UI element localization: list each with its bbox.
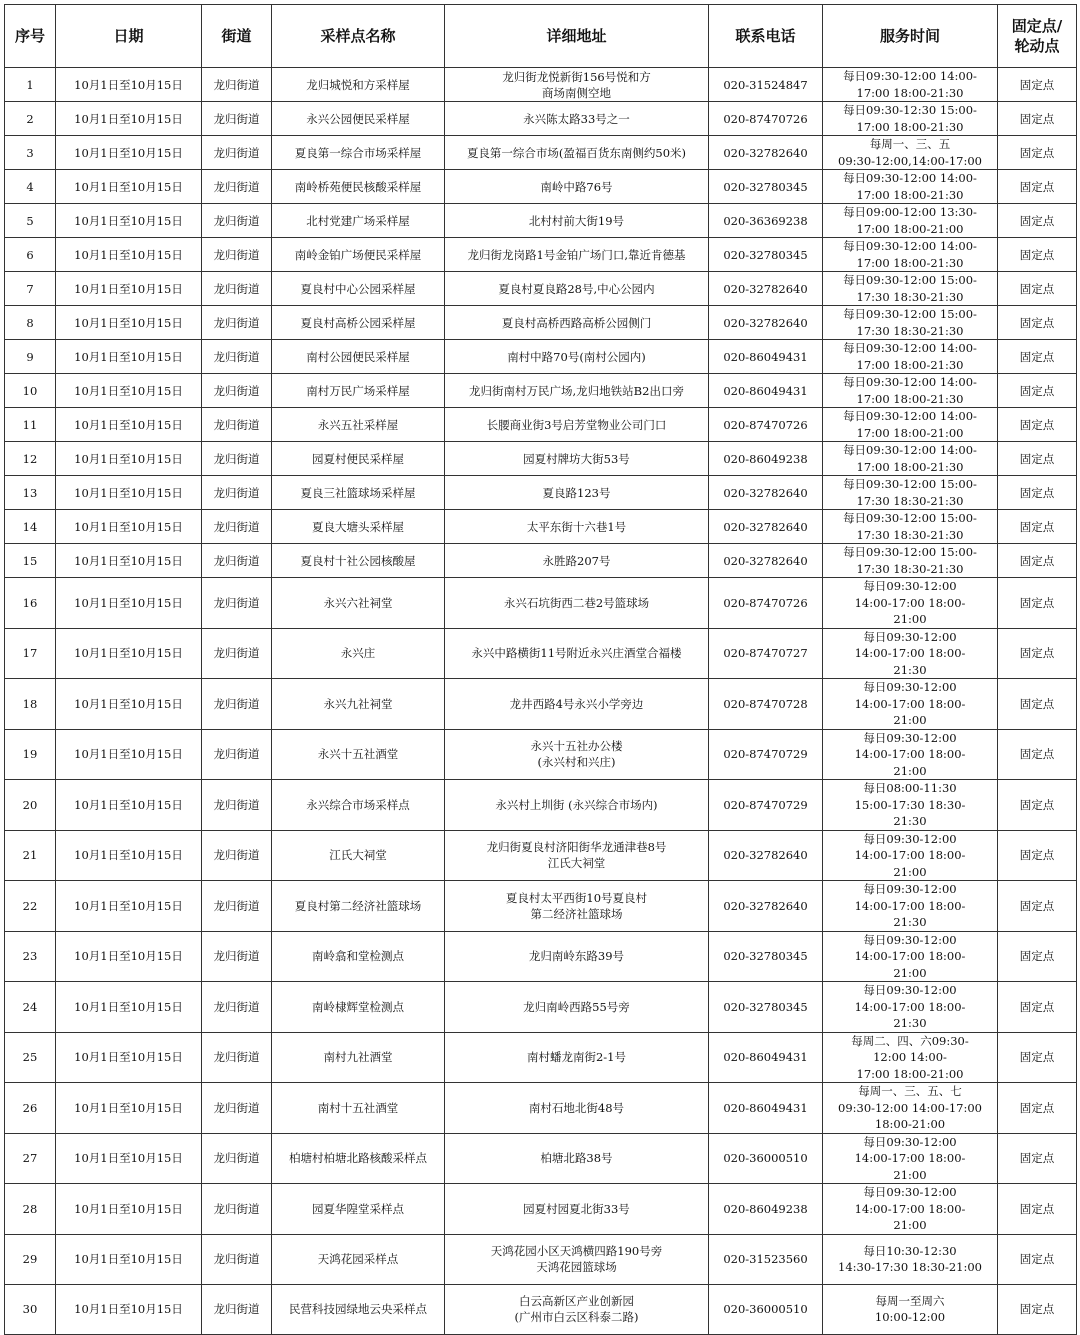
date-cell: 10月1日至10月15日 — [56, 408, 202, 442]
date-cell: 10月1日至10月15日 — [56, 881, 202, 932]
date-cell: 10月1日至10月15日 — [56, 238, 202, 272]
service-time-cell: 每日09:30-12:00 14:00-17:00 18:00- 21:30 — [823, 881, 998, 932]
address-cell: 柏塘北路38号 — [445, 1133, 709, 1184]
date-cell: 10月1日至10月15日 — [56, 102, 202, 136]
point-type-cell: 固定点 — [998, 408, 1077, 442]
date-cell: 10月1日至10月15日 — [56, 628, 202, 679]
address-cell: 北村村前大街19号 — [445, 204, 709, 238]
date-cell: 10月1日至10月15日 — [56, 679, 202, 730]
address-cell: 永兴十五社办公楼 (永兴村和兴庄) — [445, 729, 709, 780]
row-number: 10 — [5, 374, 56, 408]
header-service-time: 服务时间 — [823, 5, 998, 68]
point-type-cell: 固定点 — [998, 68, 1077, 102]
table-row — [5, 729, 1077, 780]
row-number: 11 — [5, 408, 56, 442]
row-number: 15 — [5, 544, 56, 578]
service-time-cell: 每日09:30-12:00 14:00-17:00 18:00- 21:00 — [823, 729, 998, 780]
date-cell: 10月1日至10月15日 — [56, 1284, 202, 1334]
street-cell: 龙归街道 — [202, 340, 272, 374]
street-cell: 龙归街道 — [202, 102, 272, 136]
point-type-cell: 固定点 — [998, 679, 1077, 730]
date-cell: 10月1日至10月15日 — [56, 1133, 202, 1184]
site-name-cell: 园夏华隍堂采样点 — [272, 1184, 445, 1235]
row-number: 17 — [5, 628, 56, 679]
table-row — [5, 1184, 1077, 1235]
point-type-cell: 固定点 — [998, 1234, 1077, 1284]
point-type-cell: 固定点 — [998, 510, 1077, 544]
point-type-cell: 固定点 — [998, 830, 1077, 881]
phone-cell: 020-86049431 — [709, 374, 823, 408]
table-row — [5, 170, 1077, 204]
table-container — [4, 4, 1077, 1335]
address-cell: 太平东街十六巷1号 — [445, 510, 709, 544]
phone-cell: 020-31524847 — [709, 68, 823, 102]
point-type-cell: 固定点 — [998, 238, 1077, 272]
row-number: 12 — [5, 442, 56, 476]
row-number: 14 — [5, 510, 56, 544]
street-cell: 龙归街道 — [202, 830, 272, 881]
service-time-cell: 每日09:30-12:00 14:00- 17:00 18:00-21:30 — [823, 442, 998, 476]
address-cell: 龙归街南村万民广场,龙归地铁站B2出口旁 — [445, 374, 709, 408]
point-type-cell: 固定点 — [998, 982, 1077, 1033]
table-row — [5, 510, 1077, 544]
table-row — [5, 408, 1077, 442]
date-cell: 10月1日至10月15日 — [56, 544, 202, 578]
point-type-cell: 固定点 — [998, 931, 1077, 982]
street-cell: 龙归街道 — [202, 306, 272, 340]
site-name-cell: 夏良村中心公园采样屋 — [272, 272, 445, 306]
point-type-cell: 固定点 — [998, 1133, 1077, 1184]
phone-cell: 020-32782640 — [709, 272, 823, 306]
table-row — [5, 102, 1077, 136]
site-name-cell: 江氏大祠堂 — [272, 830, 445, 881]
address-cell: 永胜路207号 — [445, 544, 709, 578]
table-row — [5, 204, 1077, 238]
service-time-cell: 每日09:00-12:00 13:30- 17:00 18:00-21:00 — [823, 204, 998, 238]
point-type-cell: 固定点 — [998, 1184, 1077, 1235]
street-cell: 龙归街道 — [202, 442, 272, 476]
row-number: 9 — [5, 340, 56, 374]
row-number: 7 — [5, 272, 56, 306]
point-type-cell: 固定点 — [998, 272, 1077, 306]
service-time-cell: 每日09:30-12:00 14:00-17:00 18:00- 21:00 — [823, 679, 998, 730]
row-number: 19 — [5, 729, 56, 780]
date-cell: 10月1日至10月15日 — [56, 136, 202, 170]
site-name-cell: 永兴综合市场采样点 — [272, 780, 445, 831]
table-row — [5, 628, 1077, 679]
service-time-cell: 每日09:30-12:00 14:00-17:00 18:00- 21:30 — [823, 628, 998, 679]
phone-cell: 020-36000510 — [709, 1284, 823, 1334]
header-no: 序号 — [5, 5, 56, 68]
street-cell: 龙归街道 — [202, 780, 272, 831]
service-time-cell: 每日09:30-12:00 14:00- 17:00 18:00-21:00 — [823, 408, 998, 442]
street-cell: 龙归街道 — [202, 544, 272, 578]
header-site-name: 采样点名称 — [272, 5, 445, 68]
row-number: 3 — [5, 136, 56, 170]
street-cell: 龙归街道 — [202, 238, 272, 272]
phone-cell: 020-32780345 — [709, 170, 823, 204]
address-cell: 园夏村牌坊大街53号 — [445, 442, 709, 476]
service-time-cell: 每日10:30-12:30 14:30-17:30 18:30-21:00 — [823, 1234, 998, 1284]
phone-cell: 020-87470726 — [709, 578, 823, 629]
point-type-cell: 固定点 — [998, 1284, 1077, 1334]
table-row — [5, 68, 1077, 102]
row-number: 13 — [5, 476, 56, 510]
phone-cell: 020-87470726 — [709, 102, 823, 136]
point-type-cell: 固定点 — [998, 729, 1077, 780]
row-number: 5 — [5, 204, 56, 238]
row-number: 16 — [5, 578, 56, 629]
site-name-cell: 夏良村高桥公园采样屋 — [272, 306, 445, 340]
table-row — [5, 1083, 1077, 1134]
phone-cell: 020-32782640 — [709, 830, 823, 881]
date-cell: 10月1日至10月15日 — [56, 578, 202, 629]
header-street: 街道 — [202, 5, 272, 68]
address-cell: 夏良路123号 — [445, 476, 709, 510]
address-cell: 夏良村太平西街10号夏良村 第二经济社篮球场 — [445, 881, 709, 932]
header-address: 详细地址 — [445, 5, 709, 68]
site-name-cell: 永兴庄 — [272, 628, 445, 679]
site-name-cell: 夏良三社篮球场采样屋 — [272, 476, 445, 510]
row-number: 2 — [5, 102, 56, 136]
site-name-cell: 南村十五社酒堂 — [272, 1083, 445, 1134]
address-cell: 永兴中路横街11号附近永兴庄酒堂合福楼 — [445, 628, 709, 679]
point-type-cell: 固定点 — [998, 204, 1077, 238]
street-cell: 龙归街道 — [202, 1234, 272, 1284]
date-cell: 10月1日至10月15日 — [56, 170, 202, 204]
header-phone: 联系电话 — [709, 5, 823, 68]
row-number: 6 — [5, 238, 56, 272]
site-name-cell: 永兴公园便民采样屋 — [272, 102, 445, 136]
phone-cell: 020-32782640 — [709, 544, 823, 578]
date-cell: 10月1日至10月15日 — [56, 442, 202, 476]
address-cell: 白云高新区产业创新园 (广州市白云区科泰二路) — [445, 1284, 709, 1334]
row-number: 25 — [5, 1032, 56, 1083]
phone-cell: 020-32782640 — [709, 136, 823, 170]
street-cell: 龙归街道 — [202, 881, 272, 932]
address-cell: 园夏村园夏北街33号 — [445, 1184, 709, 1235]
service-time-cell: 每日09:30-12:00 14:00-17:00 18:00- 21:00 — [823, 1133, 998, 1184]
street-cell: 龙归街道 — [202, 272, 272, 306]
row-number: 28 — [5, 1184, 56, 1235]
date-cell: 10月1日至10月15日 — [56, 510, 202, 544]
point-type-cell: 固定点 — [998, 374, 1077, 408]
address-cell: 龙归街龙岗路1号金铂广场门口,靠近肯德基 — [445, 238, 709, 272]
service-time-cell: 每日09:30-12:00 14:00-17:00 18:00- 21:00 — [823, 578, 998, 629]
address-cell: 永兴村上圳街 (永兴综合市场内) — [445, 780, 709, 831]
service-time-cell: 每周一至周六 10:00-12:00 — [823, 1284, 998, 1334]
date-cell: 10月1日至10月15日 — [56, 780, 202, 831]
address-cell: 夏良第一综合市场(盈福百货东南侧约50米) — [445, 136, 709, 170]
table-row — [5, 340, 1077, 374]
table-row — [5, 931, 1077, 982]
street-cell: 龙归街道 — [202, 476, 272, 510]
street-cell: 龙归街道 — [202, 374, 272, 408]
service-time-cell: 每日09:30-12:00 14:00-17:00 18:00- 21:30 — [823, 982, 998, 1033]
row-number: 26 — [5, 1083, 56, 1134]
service-time-cell: 每日09:30-12:00 14:00-17:00 18:00- 21:00 — [823, 931, 998, 982]
date-cell: 10月1日至10月15日 — [56, 1184, 202, 1235]
site-name-cell: 南村万民广场采样屋 — [272, 374, 445, 408]
phone-cell: 020-86049431 — [709, 1032, 823, 1083]
header-date: 日期 — [56, 5, 202, 68]
site-name-cell: 南岭桥苑便民核酸采样屋 — [272, 170, 445, 204]
table-row — [5, 1234, 1077, 1284]
table-row — [5, 1133, 1077, 1184]
table-row — [5, 679, 1077, 730]
site-name-cell: 夏良第一综合市场采样屋 — [272, 136, 445, 170]
table-row — [5, 476, 1077, 510]
table-row — [5, 136, 1077, 170]
table-row — [5, 881, 1077, 932]
street-cell: 龙归街道 — [202, 1032, 272, 1083]
phone-cell: 020-32782640 — [709, 881, 823, 932]
point-type-cell: 固定点 — [998, 1083, 1077, 1134]
row-number: 4 — [5, 170, 56, 204]
phone-cell: 020-36000510 — [709, 1133, 823, 1184]
point-type-cell: 固定点 — [998, 136, 1077, 170]
street-cell: 龙归街道 — [202, 510, 272, 544]
table-row — [5, 238, 1077, 272]
address-cell: 南村中路70号(南村公园内) — [445, 340, 709, 374]
service-time-cell: 每日09:30-12:00 14:00- 17:00 18:00-21:30 — [823, 68, 998, 102]
site-name-cell: 夏良村十社公园核酸屋 — [272, 544, 445, 578]
row-number: 8 — [5, 306, 56, 340]
site-name-cell: 夏良村第二经济社篮球场 — [272, 881, 445, 932]
street-cell: 龙归街道 — [202, 170, 272, 204]
service-time-cell: 每日09:30-12:00 15:00- 17:30 18:30-21:30 — [823, 306, 998, 340]
street-cell: 龙归街道 — [202, 1083, 272, 1134]
site-name-cell: 永兴五社采样屋 — [272, 408, 445, 442]
address-cell: 龙归南岭西路55号旁 — [445, 982, 709, 1033]
point-type-cell: 固定点 — [998, 628, 1077, 679]
site-name-cell: 永兴十五社酒堂 — [272, 729, 445, 780]
street-cell: 龙归街道 — [202, 628, 272, 679]
site-name-cell: 夏良大塘头采样屋 — [272, 510, 445, 544]
street-cell: 龙归街道 — [202, 1284, 272, 1334]
phone-cell: 020-32780345 — [709, 238, 823, 272]
date-cell: 10月1日至10月15日 — [56, 476, 202, 510]
address-cell: 龙井西路4号永兴小学旁边 — [445, 679, 709, 730]
street-cell: 龙归街道 — [202, 578, 272, 629]
site-name-cell: 南村九社酒堂 — [272, 1032, 445, 1083]
service-time-cell: 每日09:30-12:00 14:00-17:00 18:00- 21:00 — [823, 830, 998, 881]
site-name-cell: 柏塘村柏塘北路核酸采样点 — [272, 1133, 445, 1184]
row-number: 20 — [5, 780, 56, 831]
header-point-type: 固定点/ 轮动点 — [998, 5, 1077, 68]
street-cell: 龙归街道 — [202, 204, 272, 238]
point-type-cell: 固定点 — [998, 1032, 1077, 1083]
service-time-cell: 每周一、三、五、七 09:30-12:00 14:00-17:00 18:00-21:00 — [823, 1083, 998, 1134]
address-cell: 龙归南岭东路39号 — [445, 931, 709, 982]
date-cell: 10月1日至10月15日 — [56, 729, 202, 780]
service-time-cell: 每日09:30-12:00 15:00- 17:30 18:30-21:30 — [823, 476, 998, 510]
phone-cell: 020-87470728 — [709, 679, 823, 730]
service-time-cell: 每日09:30-12:00 14:00- 17:00 18:00-21:30 — [823, 340, 998, 374]
phone-cell: 020-32782640 — [709, 476, 823, 510]
address-cell: 永兴陈太路33号之一 — [445, 102, 709, 136]
point-type-cell: 固定点 — [998, 578, 1077, 629]
point-type-cell: 固定点 — [998, 476, 1077, 510]
site-name-cell: 园夏村便民采样屋 — [272, 442, 445, 476]
service-time-cell: 每日09:30-12:00 14:00- 17:00 18:00-21:30 — [823, 238, 998, 272]
point-type-cell: 固定点 — [998, 340, 1077, 374]
phone-cell: 020-87470729 — [709, 780, 823, 831]
site-name-cell: 南岭棣辉堂检测点 — [272, 982, 445, 1033]
row-number: 23 — [5, 931, 56, 982]
row-number: 30 — [5, 1284, 56, 1334]
date-cell: 10月1日至10月15日 — [56, 1234, 202, 1284]
table-row — [5, 1284, 1077, 1334]
phone-cell: 020-86049238 — [709, 1184, 823, 1235]
sampling-sites-table — [4, 4, 1077, 1335]
site-name-cell: 民营科技园绿地云央采样点 — [272, 1284, 445, 1334]
service-time-cell: 每周二、四、六09:30- 12:00 14:00- 17:00 18:00-21:00 — [823, 1032, 998, 1083]
service-time-cell: 每日09:30-12:00 15:00- 17:30 18:30-21:30 — [823, 510, 998, 544]
site-name-cell: 北村党建广场采样屋 — [272, 204, 445, 238]
address-cell: 龙归街龙悦新街156号悦和方 商场南侧空地 — [445, 68, 709, 102]
service-time-cell: 每日09:30-12:30 15:00- 17:00 18:00-21:30 — [823, 102, 998, 136]
date-cell: 10月1日至10月15日 — [56, 1083, 202, 1134]
table-row — [5, 272, 1077, 306]
site-name-cell: 龙归城悦和方采样屋 — [272, 68, 445, 102]
street-cell: 龙归街道 — [202, 1133, 272, 1184]
point-type-cell: 固定点 — [998, 881, 1077, 932]
point-type-cell: 固定点 — [998, 102, 1077, 136]
address-cell: 天鸿花园小区天鸿横四路190号旁 天鸿花园篮球场 — [445, 1234, 709, 1284]
table-row — [5, 780, 1077, 831]
point-type-cell: 固定点 — [998, 170, 1077, 204]
point-type-cell: 固定点 — [998, 442, 1077, 476]
table-row — [5, 442, 1077, 476]
site-name-cell: 南村公园便民采样屋 — [272, 340, 445, 374]
address-cell: 龙归街夏良村济阳街华龙通津巷8号 江氏大祠堂 — [445, 830, 709, 881]
date-cell: 10月1日至10月15日 — [56, 68, 202, 102]
date-cell: 10月1日至10月15日 — [56, 306, 202, 340]
address-cell: 南岭中路76号 — [445, 170, 709, 204]
date-cell: 10月1日至10月15日 — [56, 1032, 202, 1083]
phone-cell: 020-31523560 — [709, 1234, 823, 1284]
address-cell: 夏良村高桥西路高桥公园侧门 — [445, 306, 709, 340]
point-type-cell: 固定点 — [998, 306, 1077, 340]
service-time-cell: 每日09:30-12:00 15:00- 17:30 18:30-21:30 — [823, 272, 998, 306]
service-time-cell: 每周一、三、五 09:30-12:00,14:00-17:00 — [823, 136, 998, 170]
street-cell: 龙归街道 — [202, 68, 272, 102]
street-cell: 龙归街道 — [202, 1184, 272, 1235]
date-cell: 10月1日至10月15日 — [56, 374, 202, 408]
table-row — [5, 374, 1077, 408]
street-cell: 龙归街道 — [202, 408, 272, 442]
date-cell: 10月1日至10月15日 — [56, 272, 202, 306]
site-name-cell: 永兴九社祠堂 — [272, 679, 445, 730]
table-row — [5, 1032, 1077, 1083]
service-time-cell: 每日09:30-12:00 14:00- 17:00 18:00-21:30 — [823, 374, 998, 408]
phone-cell: 020-87470727 — [709, 628, 823, 679]
row-number: 27 — [5, 1133, 56, 1184]
table-row — [5, 306, 1077, 340]
table-row — [5, 578, 1077, 629]
phone-cell: 020-32782640 — [709, 306, 823, 340]
phone-cell: 020-86049431 — [709, 1083, 823, 1134]
table-row — [5, 544, 1077, 578]
date-cell: 10月1日至10月15日 — [56, 204, 202, 238]
row-number: 21 — [5, 830, 56, 881]
row-number: 24 — [5, 982, 56, 1033]
phone-cell: 020-87470729 — [709, 729, 823, 780]
service-time-cell: 每日09:30-12:00 14:00-17:00 18:00- 21:00 — [823, 1184, 998, 1235]
site-name-cell: 南岭金铂广场便民采样屋 — [272, 238, 445, 272]
table-row — [5, 982, 1077, 1033]
street-cell: 龙归街道 — [202, 931, 272, 982]
phone-cell: 020-32780345 — [709, 982, 823, 1033]
site-name-cell: 南岭翕和堂检测点 — [272, 931, 445, 982]
address-cell: 长腰商业街3号启芳堂物业公司门口 — [445, 408, 709, 442]
service-time-cell: 每日09:30-12:00 15:00- 17:30 18:30-21:30 — [823, 544, 998, 578]
point-type-cell: 固定点 — [998, 780, 1077, 831]
address-cell: 夏良村夏良路28号,中心公园内 — [445, 272, 709, 306]
service-time-cell: 每日09:30-12:00 14:00- 17:00 18:00-21:30 — [823, 170, 998, 204]
phone-cell: 020-86049238 — [709, 442, 823, 476]
table-row — [5, 830, 1077, 881]
table-body — [5, 68, 1077, 1335]
point-type-cell: 固定点 — [998, 544, 1077, 578]
date-cell: 10月1日至10月15日 — [56, 830, 202, 881]
date-cell: 10月1日至10月15日 — [56, 931, 202, 982]
site-name-cell: 天鸿花园采样点 — [272, 1234, 445, 1284]
phone-cell: 020-87470726 — [709, 408, 823, 442]
header-row — [5, 5, 1077, 68]
phone-cell: 020-32780345 — [709, 931, 823, 982]
date-cell: 10月1日至10月15日 — [56, 340, 202, 374]
date-cell: 10月1日至10月15日 — [56, 982, 202, 1033]
address-cell: 南村石地北街48号 — [445, 1083, 709, 1134]
street-cell: 龙归街道 — [202, 982, 272, 1033]
row-number: 22 — [5, 881, 56, 932]
row-number: 29 — [5, 1234, 56, 1284]
row-number: 1 — [5, 68, 56, 102]
street-cell: 龙归街道 — [202, 729, 272, 780]
phone-cell: 020-32782640 — [709, 510, 823, 544]
phone-cell: 020-36369238 — [709, 204, 823, 238]
address-cell: 南村蟠龙南街2-1号 — [445, 1032, 709, 1083]
address-cell: 永兴石坑街西二巷2号篮球场 — [445, 578, 709, 629]
row-number: 18 — [5, 679, 56, 730]
site-name-cell: 永兴六社祠堂 — [272, 578, 445, 629]
phone-cell: 020-86049431 — [709, 340, 823, 374]
street-cell: 龙归街道 — [202, 679, 272, 730]
street-cell: 龙归街道 — [202, 136, 272, 170]
service-time-cell: 每日08:00-11:30 15:00-17:30 18:30- 21:30 — [823, 780, 998, 831]
